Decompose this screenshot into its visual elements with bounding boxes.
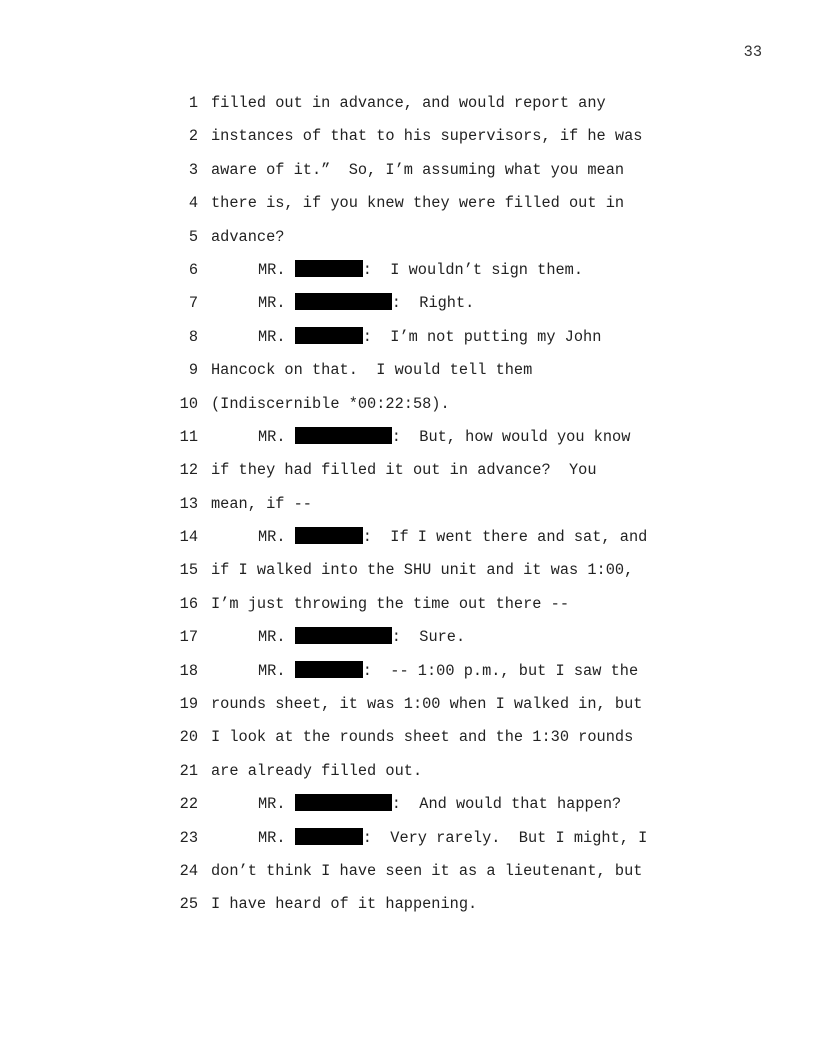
- transcript-line: [170, 254, 730, 287]
- speaker-title: MR.: [258, 427, 286, 446]
- speaker-line: [258, 254, 583, 287]
- line-number: 1: [188, 94, 198, 112]
- redaction-bar: [295, 293, 392, 310]
- line-number: 11: [179, 427, 198, 446]
- line-number: 4: [188, 194, 198, 213]
- speaker-title: MR.: [258, 828, 286, 847]
- line-number: 8: [188, 327, 198, 346]
- transcript-line: [170, 655, 730, 688]
- speaker-line: [258, 421, 630, 454]
- line-number: 5: [188, 227, 198, 246]
- line-text: advance?: [211, 227, 285, 246]
- transcript-line: [170, 154, 730, 187]
- line-number: 2: [188, 127, 198, 146]
- speaker-line: [258, 655, 638, 688]
- line-text: : Sure.: [391, 628, 466, 647]
- transcript-line: [170, 187, 730, 220]
- line-text: I look at the rounds sheet and the 1:30 rounds: [211, 728, 634, 747]
- line-text: I’m just throwing the time out there --: [211, 594, 570, 613]
- line-number: 17: [179, 628, 198, 647]
- line-text: : I wouldn’t sign them.: [362, 260, 584, 279]
- line-number: 23: [179, 828, 198, 847]
- speaker-title: MR.: [258, 628, 286, 647]
- transcript-line: [170, 788, 730, 821]
- speaker-line: [258, 321, 601, 354]
- line-text: : I’m not putting my John: [362, 327, 602, 346]
- line-number: 25: [179, 895, 198, 914]
- line-text: if I walked into the SHU unit and it was 1:00,: [211, 561, 634, 580]
- speaker-title: MR.: [258, 260, 286, 279]
- redaction-bar: [295, 327, 363, 344]
- redaction-bar: [295, 427, 392, 444]
- speaker-title: MR.: [258, 294, 286, 313]
- line-number: 24: [179, 861, 198, 880]
- speaker-line: [258, 822, 647, 855]
- line-text: there is, if you knew they were filled out in: [211, 194, 625, 213]
- speaker-line: [258, 788, 621, 821]
- redaction-bar: [295, 260, 363, 277]
- transcript-line: [170, 855, 730, 888]
- line-text: if they had filled it out in advance? You: [211, 461, 597, 480]
- line-text: Hancock on that. I would tell them: [211, 361, 533, 380]
- transcript-line: [170, 221, 730, 254]
- page-number: 33: [743, 43, 762, 61]
- line-text: : -- 1:00 p.m., but I saw the: [362, 661, 639, 680]
- speaker-title: MR.: [258, 327, 286, 346]
- line-number: 7: [188, 294, 198, 313]
- speaker-line: [258, 621, 465, 654]
- line-text: filled out in advance, and would report any: [211, 94, 606, 112]
- line-text: (Indiscernible *00:22:58).: [211, 394, 450, 413]
- line-number: 16: [179, 594, 198, 613]
- redaction-bar: [295, 661, 363, 678]
- line-number: 15: [179, 561, 198, 580]
- line-text: : And would that happen?: [391, 795, 622, 814]
- line-number: 12: [179, 461, 198, 480]
- line-text: are already filled out.: [211, 761, 423, 780]
- transcript-line: [170, 287, 730, 320]
- line-text: : But, how would you know: [391, 427, 631, 446]
- transcript-line: [170, 354, 730, 387]
- line-text: instances of that to his supervisors, if he was: [211, 127, 643, 146]
- speaker-line: [258, 521, 647, 554]
- transcript-line: [170, 721, 730, 754]
- line-number: 9: [188, 361, 198, 380]
- transcript-line: [170, 454, 730, 487]
- line-number: 10: [179, 394, 198, 413]
- line-text: : If I went there and sat, and: [362, 528, 648, 547]
- line-text: : Right.: [391, 294, 475, 313]
- redaction-bar: [295, 527, 363, 544]
- line-text: aware of it.” So, I’m assuming what you mean: [211, 160, 625, 179]
- redaction-bar: [295, 794, 392, 811]
- redaction-bar: [295, 627, 392, 644]
- transcript-body: [170, 87, 730, 922]
- speaker-title: MR.: [258, 528, 286, 547]
- transcript-line: [170, 822, 730, 855]
- transcript-line: [170, 120, 730, 153]
- line-text: rounds sheet, it was 1:00 when I walked in, but: [211, 695, 643, 714]
- line-text: I have heard of it happening.: [211, 895, 478, 914]
- transcript-line: [170, 621, 730, 654]
- line-number: 18: [179, 661, 198, 680]
- transcript-line: [170, 755, 730, 788]
- transcript-line: [170, 421, 730, 454]
- redaction-bar: [295, 828, 363, 845]
- line-number: 14: [179, 528, 198, 547]
- transcript-line: [170, 688, 730, 721]
- line-number: 3: [188, 160, 198, 179]
- line-number: 22: [179, 795, 198, 814]
- transcript-line: [170, 521, 730, 554]
- transcript-line: [170, 388, 730, 421]
- transcript-line: [170, 554, 730, 587]
- line-number: 19: [179, 695, 198, 714]
- line-text: : Very rarely. But I might, I: [362, 828, 648, 847]
- line-number: 20: [179, 728, 198, 747]
- line-text: mean, if --: [211, 494, 312, 513]
- transcript-line: [170, 321, 730, 354]
- line-number: 13: [179, 494, 198, 513]
- transcript-line: [170, 588, 730, 621]
- transcript-line: [170, 488, 730, 521]
- line-number: 6: [188, 260, 198, 279]
- transcript-line: [170, 87, 730, 120]
- transcript-line: [170, 888, 730, 921]
- line-text: don’t think I have seen it as a lieutenant, but: [211, 861, 643, 880]
- speaker-line: [258, 287, 474, 320]
- speaker-title: MR.: [258, 661, 286, 680]
- line-number: 21: [179, 761, 198, 780]
- speaker-title: MR.: [258, 795, 286, 814]
